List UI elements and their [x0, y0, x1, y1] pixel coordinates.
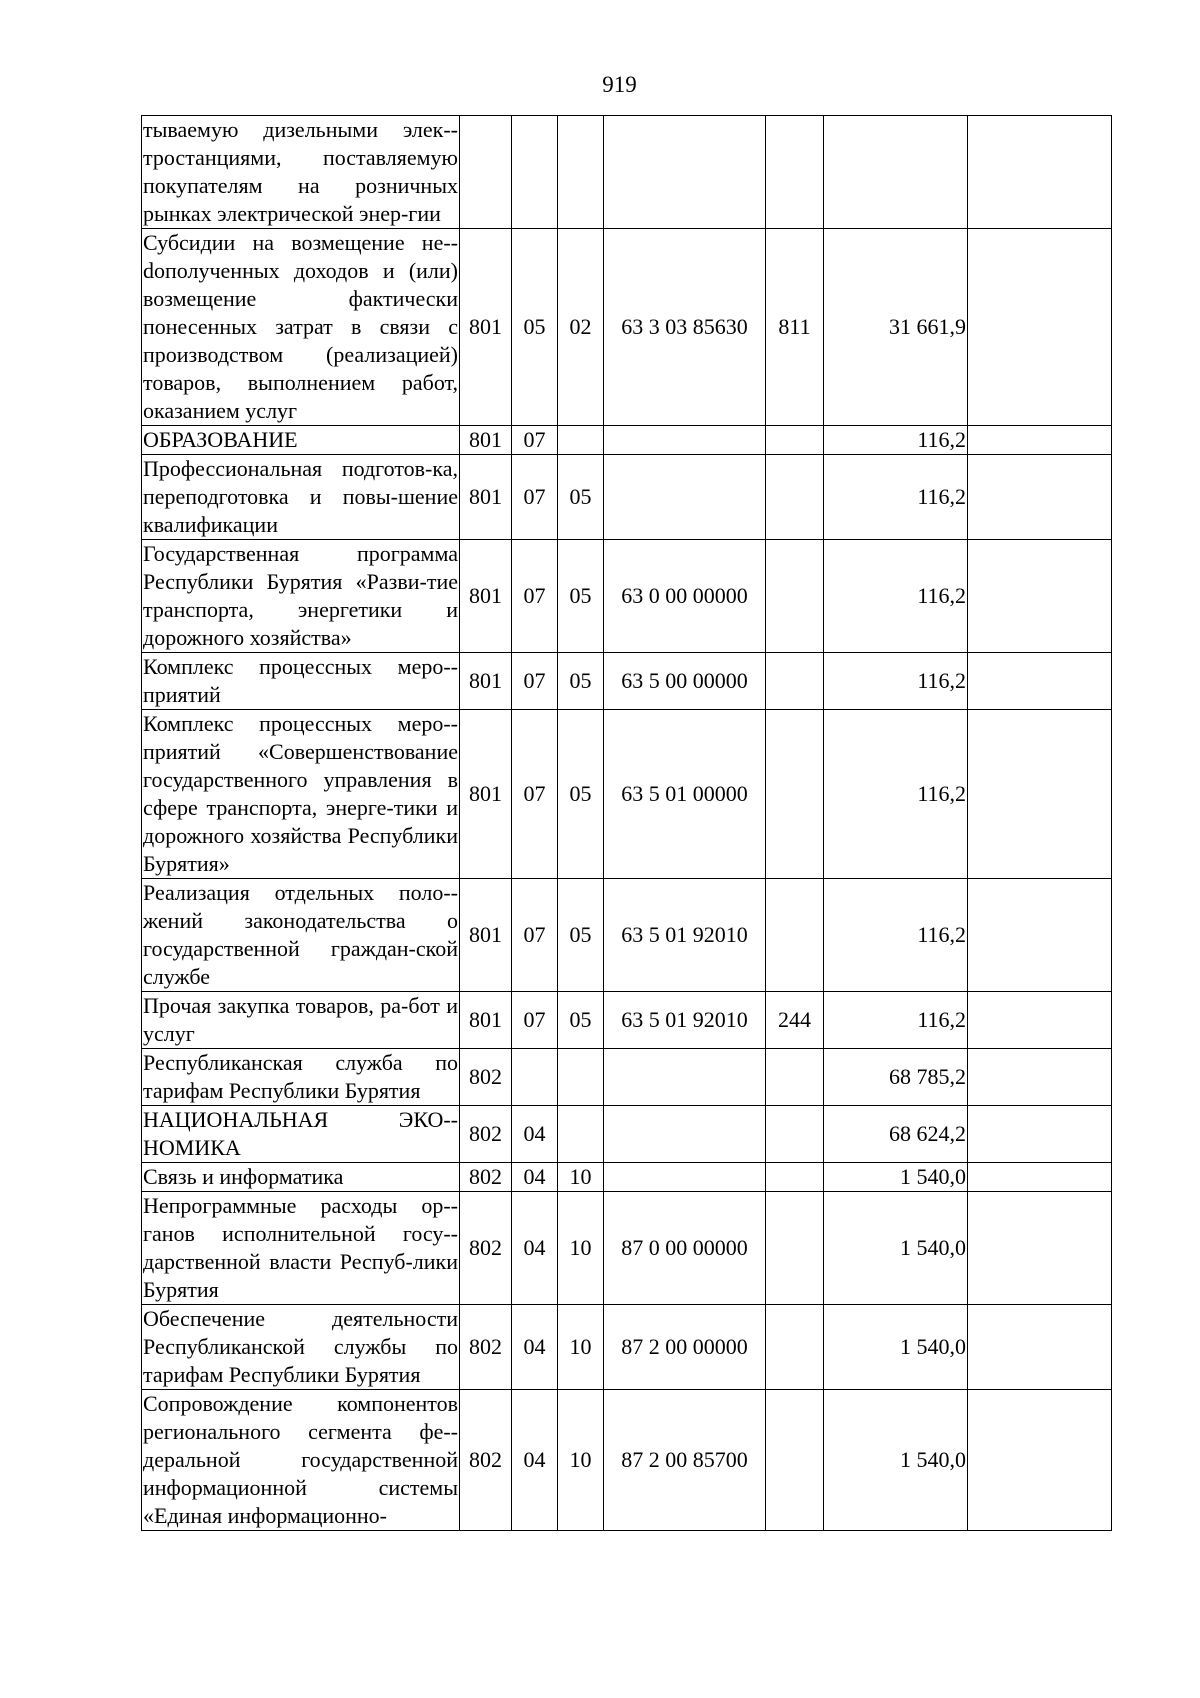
- ministry-code-cell: 801: [460, 229, 512, 426]
- expense-name-cell: Обеспечение деятельности Республиканской службы по тарифам Республики Бурятия: [142, 1305, 460, 1390]
- amount-cell: 116,2: [824, 455, 968, 540]
- subsection-code-cell: [558, 426, 604, 455]
- section-code-cell: 07: [512, 879, 558, 992]
- table-row: [142, 653, 1112, 710]
- table-body: [142, 116, 1112, 1531]
- section-code-cell: [512, 116, 558, 229]
- subsection-code-cell: 02: [558, 229, 604, 426]
- section-code-cell: 07: [512, 992, 558, 1049]
- section-code-cell: 04: [512, 1106, 558, 1163]
- ministry-code-cell: 801: [460, 710, 512, 879]
- ministry-code-cell: 802: [460, 1305, 512, 1390]
- target-article-code-cell: 63 5 01 92010: [604, 879, 766, 992]
- subsection-code-cell: 05: [558, 540, 604, 653]
- empty-column-cell: [968, 1192, 1112, 1305]
- subsection-code-cell: [558, 1049, 604, 1106]
- expense-name-cell: Сопровождение компонентов регионального сегмента фе-деральной государственной информационной системы «Единая информационно-: [142, 1390, 460, 1531]
- empty-column-cell: [968, 1305, 1112, 1390]
- section-code-cell: 04: [512, 1163, 558, 1192]
- section-code-cell: 04: [512, 1305, 558, 1390]
- subsection-code-cell: 05: [558, 710, 604, 879]
- amount-cell: 68 624,2: [824, 1106, 968, 1163]
- ministry-code-cell: 801: [460, 455, 512, 540]
- expense-type-code-cell: 811: [766, 229, 824, 426]
- ministry-code-cell: 802: [460, 1106, 512, 1163]
- ministry-code-cell: [460, 116, 512, 229]
- expense-name-cell: Субсидии на возмещение не-dополученных доходов и (или) возмещение фактически понесенных затрат в связи с производством (реализацией) товаров, выполнением работ, оказанием услуг: [142, 229, 460, 426]
- amount-cell: 116,2: [824, 426, 968, 455]
- empty-column-cell: [968, 1390, 1112, 1531]
- subsection-code-cell: [558, 116, 604, 229]
- expense-name-cell: тываемую дизельными элек-тростанциями, поставляемую покупателям на розничных рынках электрической энер-гии: [142, 116, 460, 229]
- expense-type-code-cell: [766, 116, 824, 229]
- expense-type-code-cell: [766, 653, 824, 710]
- expense-type-code-cell: [766, 879, 824, 992]
- expense-type-code-cell: [766, 1163, 824, 1192]
- empty-column-cell: [968, 1106, 1112, 1163]
- section-code-cell: 07: [512, 540, 558, 653]
- ministry-code-cell: 802: [460, 1192, 512, 1305]
- empty-column-cell: [968, 1049, 1112, 1106]
- table-row: [142, 1305, 1112, 1390]
- expense-name-cell: Республиканская служба по тарифам Республики Бурятия: [142, 1049, 460, 1106]
- ministry-code-cell: 802: [460, 1390, 512, 1531]
- expense-name-cell: Непрограммные расходы ор-ганов исполнительной госу-дарственной власти Респуб-лики Бурятия: [142, 1192, 460, 1305]
- ministry-code-cell: 802: [460, 1049, 512, 1106]
- table-row: [142, 229, 1112, 426]
- empty-column-cell: [968, 426, 1112, 455]
- amount-cell: 68 785,2: [824, 1049, 968, 1106]
- expense-name-cell: Государственная программа Республики Бурятия «Разви-тие транспорта, энергетики и дорожного хозяйства»: [142, 540, 460, 653]
- empty-column-cell: [968, 879, 1112, 992]
- expense-type-code-cell: [766, 1106, 824, 1163]
- subsection-code-cell: 05: [558, 653, 604, 710]
- target-article-code-cell: 63 5 01 00000: [604, 710, 766, 879]
- expense-name-cell: ОБРАЗОВАНИЕ: [142, 426, 460, 455]
- section-code-cell: [512, 1049, 558, 1106]
- target-article-code-cell: [604, 1163, 766, 1192]
- ministry-code-cell: 801: [460, 540, 512, 653]
- target-article-code-cell: [604, 1049, 766, 1106]
- empty-column-cell: [968, 116, 1112, 229]
- target-article-code-cell: [604, 426, 766, 455]
- ministry-code-cell: 801: [460, 653, 512, 710]
- empty-column-cell: [968, 710, 1112, 879]
- expense-type-code-cell: [766, 1049, 824, 1106]
- expense-type-code-cell: [766, 1192, 824, 1305]
- target-article-code-cell: 63 5 00 00000: [604, 653, 766, 710]
- expense-type-code-cell: [766, 1305, 824, 1390]
- amount-cell: 1 540,0: [824, 1390, 968, 1531]
- table-row: [142, 1192, 1112, 1305]
- target-article-code-cell: 87 2 00 85700: [604, 1390, 766, 1531]
- subsection-code-cell: [558, 1106, 604, 1163]
- target-article-code-cell: [604, 1106, 766, 1163]
- amount-cell: 116,2: [824, 992, 968, 1049]
- amount-cell: 1 540,0: [824, 1163, 968, 1192]
- target-article-code-cell: 63 3 03 85630: [604, 229, 766, 426]
- empty-column-cell: [968, 992, 1112, 1049]
- page-number: 919: [602, 72, 637, 97]
- empty-column-cell: [968, 229, 1112, 426]
- amount-cell: 116,2: [824, 653, 968, 710]
- section-code-cell: 07: [512, 710, 558, 879]
- table-row: [142, 1106, 1112, 1163]
- target-article-code-cell: 63 5 01 92010: [604, 992, 766, 1049]
- table-row: [142, 116, 1112, 229]
- amount-cell: 116,2: [824, 879, 968, 992]
- subsection-code-cell: 05: [558, 879, 604, 992]
- budget-table: [141, 115, 1112, 1531]
- amount-cell: 116,2: [824, 540, 968, 653]
- expense-type-code-cell: [766, 426, 824, 455]
- ministry-code-cell: 801: [460, 879, 512, 992]
- target-article-code-cell: 87 0 00 00000: [604, 1192, 766, 1305]
- table-row: [142, 540, 1112, 653]
- table-row: [142, 879, 1112, 992]
- amount-cell: [824, 116, 968, 229]
- empty-column-cell: [968, 653, 1112, 710]
- expense-type-code-cell: [766, 455, 824, 540]
- expense-type-code-cell: [766, 540, 824, 653]
- subsection-code-cell: 05: [558, 992, 604, 1049]
- subsection-code-cell: 10: [558, 1192, 604, 1305]
- expense-name-cell: Связь и информатика: [142, 1163, 460, 1192]
- expense-name-cell: Комплекс процессных меро-приятий: [142, 653, 460, 710]
- section-code-cell: 04: [512, 1390, 558, 1531]
- table-row: [142, 1163, 1112, 1192]
- subsection-code-cell: 05: [558, 455, 604, 540]
- section-code-cell: 07: [512, 426, 558, 455]
- table-row: [142, 992, 1112, 1049]
- expense-type-code-cell: [766, 1390, 824, 1531]
- target-article-code-cell: [604, 455, 766, 540]
- expense-name-cell: Комплекс процессных меро-приятий «Совершенствование государственного управления в сфере транспорта, энерге-тики и дорожного хозяйства Республики Бурятия»: [142, 710, 460, 879]
- subsection-code-cell: 10: [558, 1390, 604, 1531]
- expense-name-cell: Прочая закупка товаров, ра-бот и услуг: [142, 992, 460, 1049]
- target-article-code-cell: 87 2 00 00000: [604, 1305, 766, 1390]
- target-article-code-cell: [604, 116, 766, 229]
- expense-type-code-cell: [766, 710, 824, 879]
- ministry-code-cell: 801: [460, 426, 512, 455]
- empty-column-cell: [968, 540, 1112, 653]
- ministry-code-cell: 802: [460, 1163, 512, 1192]
- expense-type-code-cell: 244: [766, 992, 824, 1049]
- amount-cell: 1 540,0: [824, 1305, 968, 1390]
- subsection-code-cell: 10: [558, 1305, 604, 1390]
- ministry-code-cell: 801: [460, 992, 512, 1049]
- amount-cell: 116,2: [824, 710, 968, 879]
- table-row: [142, 1390, 1112, 1531]
- subsection-code-cell: 10: [558, 1163, 604, 1192]
- section-code-cell: 05: [512, 229, 558, 426]
- table-row: [142, 426, 1112, 455]
- section-code-cell: 07: [512, 653, 558, 710]
- section-code-cell: 07: [512, 455, 558, 540]
- amount-cell: 1 540,0: [824, 1192, 968, 1305]
- target-article-code-cell: 63 0 00 00000: [604, 540, 766, 653]
- section-code-cell: 04: [512, 1192, 558, 1305]
- expense-name-cell: Реализация отдельных поло-жений законодательства о государственной граждан-ской службе: [142, 879, 460, 992]
- amount-cell: 31 661,9: [824, 229, 968, 426]
- empty-column-cell: [968, 1163, 1112, 1192]
- empty-column-cell: [968, 455, 1112, 540]
- table-row: [142, 710, 1112, 879]
- expense-name-cell: Профессиональная подготов-ка, переподготовка и повы-шение квалификации: [142, 455, 460, 540]
- table-row: [142, 455, 1112, 540]
- table-row: [142, 1049, 1112, 1106]
- expense-name-cell: НАЦИОНАЛЬНАЯ ЭКО-НОМИКА: [142, 1106, 460, 1163]
